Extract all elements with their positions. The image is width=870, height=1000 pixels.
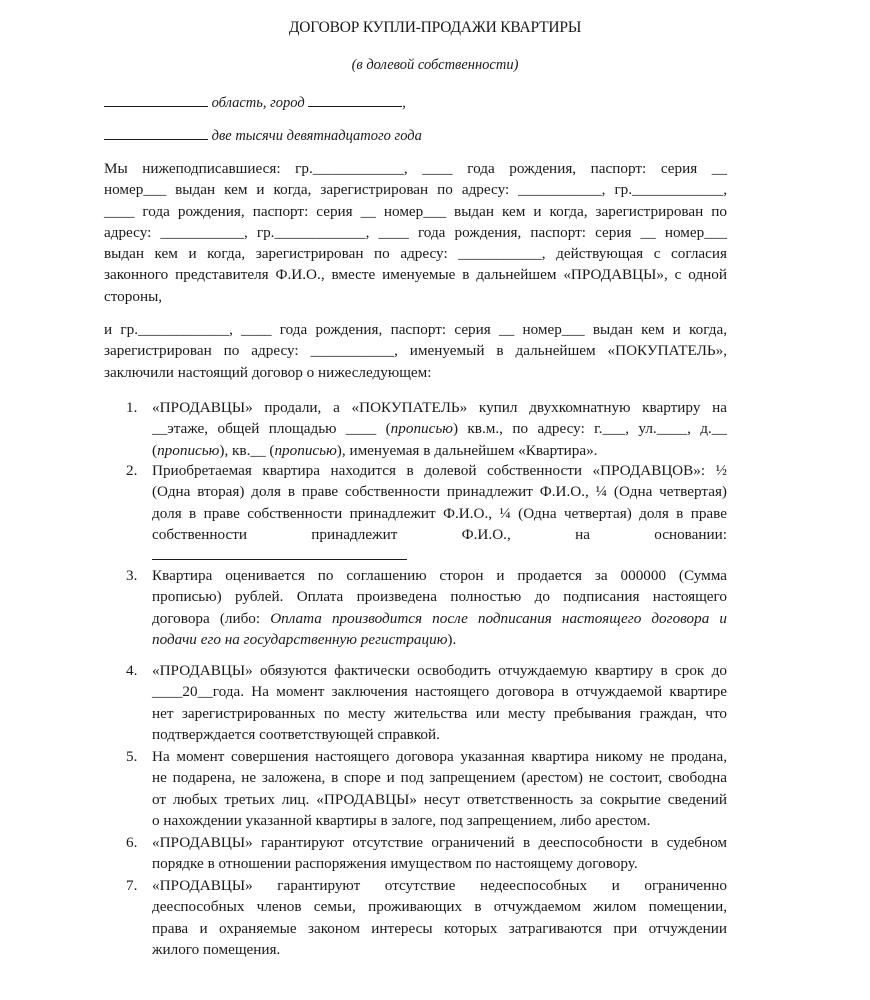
- clause-number: 6.: [126, 834, 138, 851]
- parties-line: номер___ выдан кем и когда, зарегистрирован по адресу: ___________, гр.____________,: [104, 181, 727, 199]
- clause-body: [152, 746, 727, 831]
- clause-text: договора (либо:: [152, 609, 271, 627]
- clause-line: прописью) рублей. Оплата произведена полностью до подписания настоящего: [152, 588, 727, 606]
- clause-line: дееспособных членов семьи, проживающих в отчуждаемом жилом помещении,: [152, 898, 727, 916]
- city-blank[interactable]: [308, 92, 402, 107]
- clause-line: (Одна вторая) доля в праве собственности принадлежит Ф.И.О., ¼ (Одна четвертая): [152, 483, 727, 501]
- clause-line: «ПРОДАВЦЫ» продали, а «ПОКУПАТЕЛЬ» купил двухкомнатную квартиру на: [152, 399, 727, 416]
- clause-body: [152, 460, 727, 566]
- buyer-line: зарегистрирован по адресу: ___________, именуемый в дальнейшем «ПОКУПАТЕЛЬ»,: [104, 342, 727, 360]
- date-line: [104, 125, 422, 145]
- clause-line: На момент совершения настоящего договора указанная квартира никому не продана,: [152, 748, 727, 765]
- clause-italic-text: подачи его на государственную регистрацию: [152, 630, 448, 648]
- clause-line: порядке в отношении распоряжения имуществом по настоящему договору.: [152, 855, 638, 873]
- clause-number: 7.: [126, 877, 138, 894]
- clause-line: о нахождении указанной квартиры в залоге, под запрещением, либо арестом.: [152, 811, 651, 829]
- buyer-line: заключили настоящий договор о нижеследующем:: [104, 363, 432, 381]
- clause-italic-text: Оплата производится после подписания настоящего договора и: [270, 609, 727, 627]
- buyer-line: и гр.____________, ____ года рождения, паспорт: серия __ номер___ выдан кем и когда,: [104, 321, 727, 338]
- clause-body: [152, 875, 727, 960]
- parties-line: Мы нижеподписавшиеся: гр.____________, ____ года рождения, паспорт: серия __: [104, 160, 727, 177]
- clause-line: «ПРОДАВЦЫ» обязуются фактически освободить отчуждаемую квартиру в срок до: [152, 662, 727, 679]
- parties-line: стороны,: [104, 287, 163, 305]
- parties-line: законного представителя Ф.И.О., вместе именуемые в дальнейшем «ПРОДАВЦЫ», с одной: [104, 266, 727, 284]
- clause-line: доля в праве собственности принадлежит Ф.И.О., ¼ (Одна четвертая) доля в праве: [152, 504, 727, 522]
- place-line: [104, 92, 406, 112]
- clause-line: жилого помещения.: [152, 940, 281, 958]
- clause-body: [152, 565, 727, 650]
- region-label: область, город: [211, 95, 305, 111]
- clause-body: [152, 832, 727, 875]
- italic-word: прописью: [274, 441, 337, 459]
- parties-line: ____ года рождения, паспорт: серия __ номер___ выдан кем и когда, зарегистрирован по: [104, 202, 727, 220]
- clause-line: от любых третьих лиц. «ПРОДАВЦЫ» несут ответственность за сокрытие сведений: [152, 790, 727, 808]
- clause-number: 4.: [126, 662, 138, 679]
- clause-line: подтверждается соответствующей справкой.: [152, 725, 440, 743]
- clause-number: 5.: [126, 748, 138, 765]
- clause-body: [152, 397, 727, 461]
- clause-line: нет зарегистрированных по месту жительства или месту пребывания граждан, что: [152, 704, 727, 722]
- clause-number: 2.: [126, 462, 138, 479]
- italic-word: прописью: [157, 441, 220, 459]
- region-blank[interactable]: [104, 92, 208, 107]
- parties-line: выдан кем и когда, зарегистрирован по адресу: ___________, действующая с согласия: [104, 245, 727, 263]
- clause-line: собственности принадлежит Ф.И.О., на основании:: [152, 525, 727, 543]
- place-comma: ,: [402, 95, 406, 111]
- clause-body: [152, 660, 727, 745]
- date-year-text: две тысячи девятнадцатого года: [211, 128, 422, 144]
- clause-number: 3.: [126, 567, 138, 584]
- clause-line: не подарена, не заложена, в споре и под запрещением (арестом) не состоит, свободна: [152, 769, 727, 787]
- clause-line: (прописью), кв.__ (прописью), именуемая в дальнейшем «Квартира».: [152, 441, 598, 459]
- document-subtitle: (в долевой собственности): [351, 57, 519, 73]
- clause-line: права и охраняемые законом интересы которых затрагиваются при отчуждении: [152, 919, 727, 937]
- clause-number: 1.: [126, 399, 138, 416]
- date-blank[interactable]: [104, 125, 208, 140]
- document-title: ДОГОВОР КУПЛИ-ПРОДАЖИ КВАРТИРЫ: [288, 19, 582, 36]
- italic-word: прописью: [390, 420, 453, 438]
- clause-line: [152, 608, 727, 629]
- basis-blank[interactable]: [152, 545, 407, 560]
- clause-line: «ПРОДАВЦЫ» гарантируют отсутствие ограничений в дееспособности в судебном: [152, 834, 727, 851]
- parties-line: адресу: ___________, гр.____________, ____ года рождения, паспорт: серия __ номер___: [104, 223, 727, 241]
- buyer-paragraph: [104, 319, 727, 383]
- clause-line: Приобретаемая квартира находится в долевой собственности «ПРОДАВЦОВ»: ½: [152, 462, 727, 479]
- clause-text: ).: [447, 630, 457, 648]
- clause-line: «ПРОДАВЦЫ» гарантируют отсутствие недееспособных и ограниченно: [152, 877, 727, 894]
- basis-blank-line: [152, 545, 727, 566]
- parties-paragraph: [104, 158, 727, 307]
- clause-line: [152, 629, 727, 650]
- clause-line: __этаже, общей площадью ____ (прописью) кв.м., по адресу: г.___, ул.____, д.__: [152, 420, 727, 438]
- clause-line: Квартира оценивается по соглашению сторон и продается за 000000 (Сумма: [152, 567, 727, 584]
- clause-line: ____20__года. На момент заключения настоящего договора в отчуждаемой квартире: [152, 683, 727, 701]
